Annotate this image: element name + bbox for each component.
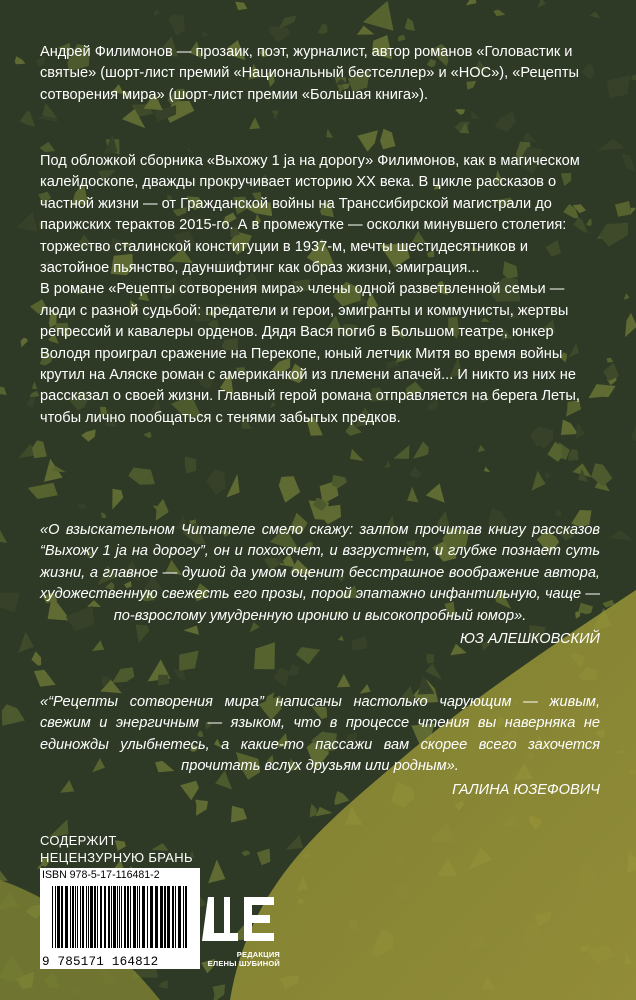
barcode-bar <box>185 886 187 948</box>
barcode-bar <box>108 886 110 948</box>
content-warning-line: СОДЕРЖИТ <box>40 833 117 848</box>
barcode-bar <box>155 886 158 948</box>
quote-author: ГАЛИНА ЮЗЕФОВИЧ <box>452 781 600 798</box>
barcode-bar <box>80 886 81 948</box>
quote-text: «О взыскательном Читателе смело скажу: залпом прочитав книгу рассказов “Выхожу 1 ja на дорогу”, он и похохочет, и взгрустнет, и глубже познает суть жизни, а главное — душой да умом оценит бесстрашное воображение автора, художественную свежесть его прозы, порой эпатажно инфантильную, чаще — по-взрослому умудренную иронию и высокопробный юмор». <box>40 522 600 624</box>
barcode-bar <box>94 886 96 948</box>
barcode-bar <box>130 886 131 948</box>
book-description <box>40 151 600 429</box>
quote-author: ЮЗ АЛЕШКОВСКИЙ <box>459 631 600 648</box>
barcode-bar <box>119 886 120 948</box>
barcode-bar <box>104 886 106 948</box>
barcode-bar <box>52 886 53 948</box>
barcode-bar <box>160 886 163 948</box>
barcode-bar <box>167 886 170 948</box>
barcode-bar <box>57 886 60 948</box>
barcode-bar <box>90 886 93 948</box>
author-bio <box>40 42 600 106</box>
barcode-bar <box>61 886 63 948</box>
barcode-bar <box>127 886 129 948</box>
author-bio-paragraph: Андрей Филимонов — прозаик, поэт, журналист, автор романов «Головастик и святые» (шорт-лист премий «Национальный бестселлер» и «НОС»), «Рецепты сотворения мира» (шорт-лист премии «Большая книга»). <box>40 44 579 103</box>
publisher-logo-icon <box>200 893 280 945</box>
description-paragraph: Под обложкой сборника «Выхожу 1 ja на дорогу» Филимонов, как в магическом калейдоскопе, дважды прокручивает историю XX века. В цикле рассказов о частной жизни — от Гражданской войны на Транссибирской магистрали до парижских терактов 2015-го. А в промежутке — осколки минувшего столетия: торжество сталинской конституции в 1937-м, мечты шестидесятников и застойное пьянство, дауншифтинг как образ жизни, эмиграция... <box>40 153 580 277</box>
barcode-bar <box>172 886 174 948</box>
barcode-bar <box>113 886 116 948</box>
barcode-bar <box>121 886 122 948</box>
camo-patch <box>185 457 196 474</box>
description-paragraph: В романе «Рецепты сотворения мира» члены одной разветвленной семьи — люди с разной судьбой: предатели и герои, эмигранты и коммунисты, жертвы репрессий и кавалеры орденов. Дядя Вася погиб в Большом театре, юнкер Володя проиграл сражение на Перекопе, юный летчик Митя во время войны крутил на Аляске роман с американкой из племени апачей... И никто из них не рассказал о своей жизни. Главный герой романа отправляется на берега Леты, чтобы лично пообщаться с тенями забытых предков. <box>40 281 580 426</box>
barcode-bar <box>133 886 136 948</box>
camo-patch <box>158 675 170 686</box>
barcode-bar <box>124 886 126 948</box>
isbn-label: ISBN 978-5-17-116481-2 <box>42 869 160 881</box>
barcode-bar <box>137 886 138 948</box>
barcode-bar <box>111 886 112 948</box>
barcode-bar <box>97 886 98 948</box>
barcode-bar <box>100 886 102 948</box>
barcode-bar <box>72 886 74 948</box>
barcode-bar <box>150 886 153 948</box>
content-warning <box>40 832 193 866</box>
quote-block <box>40 520 600 647</box>
publisher-name <box>200 950 280 968</box>
quote-text: «“Рецепты сотворения мира” написаны настолько чарующим — живым, свежим и энергичным — языком, что в процессе чтения вы наверняка не единожды улыбнетесь, а какие-то пассажи вам скорее всего захочется прочитать вслух друзьям или родным». <box>40 694 600 775</box>
barcode-bar <box>164 886 166 948</box>
barcode-bar <box>183 886 184 948</box>
barcode-bar <box>175 886 176 948</box>
barcode-bar <box>70 886 71 948</box>
barcode-bar <box>65 886 68 948</box>
barcode <box>50 886 190 948</box>
content-warning-line: НЕЦЕНЗУРНУЮ БРАНЬ <box>40 850 193 865</box>
camo-patch <box>426 654 434 664</box>
barcode-bar <box>77 886 78 948</box>
barcode-bar <box>82 886 84 948</box>
publisher-logo <box>200 893 280 968</box>
quote-block <box>40 692 600 798</box>
isbn-digits: 9 785171 164812 <box>42 955 159 969</box>
barcode-bar <box>117 886 118 948</box>
barcode-bar <box>147 886 148 948</box>
barcode-bar <box>55 886 56 948</box>
barcode-bar <box>75 886 76 948</box>
barcode-bar <box>86 886 87 948</box>
publisher-caption-line: ЕЛЕНЫ ШУБИНОЙ <box>207 959 280 968</box>
barcode-bar <box>178 886 181 948</box>
barcode-bar <box>142 886 145 948</box>
barcode-bar <box>88 886 89 948</box>
isbn-barcode-box <box>40 868 200 969</box>
barcode-bar <box>139 886 140 948</box>
publisher-caption-line: РЕДАКЦИЯ <box>236 950 280 959</box>
